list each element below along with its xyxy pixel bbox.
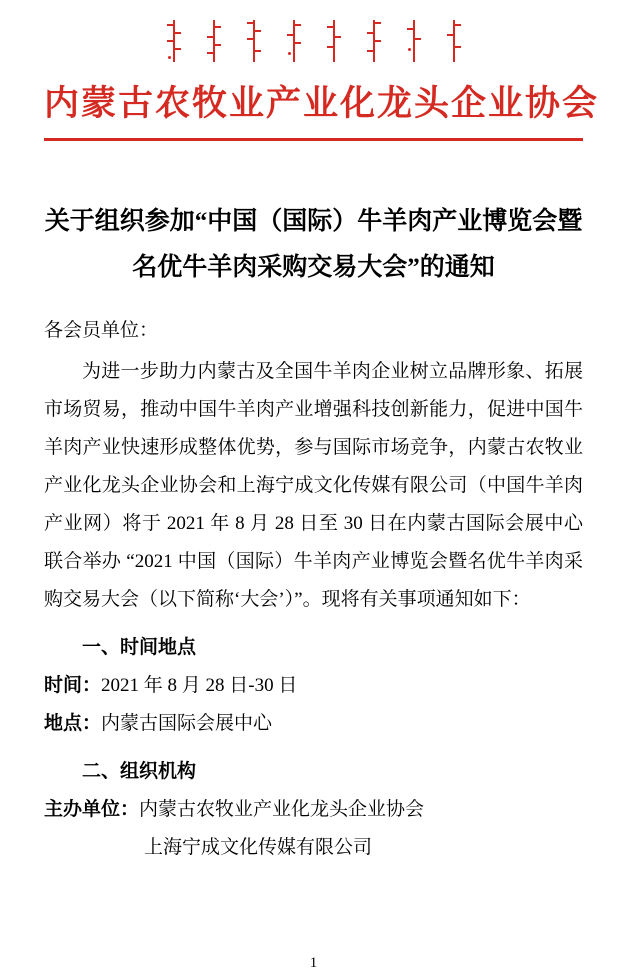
mongolian-glyph-7 bbox=[407, 18, 421, 64]
mongolian-glyph-1 bbox=[167, 18, 181, 64]
field-time bbox=[44, 667, 583, 705]
mongolian-glyph-8 bbox=[447, 18, 461, 64]
mongolian-glyph-3 bbox=[247, 18, 261, 64]
field-host-unit bbox=[44, 791, 583, 829]
field-place-label: 地点： bbox=[44, 713, 102, 735]
section-heading-time-place: 一、时间地点 bbox=[82, 637, 197, 659]
letterhead bbox=[44, 0, 600, 141]
mongolian-glyph-4 bbox=[287, 18, 301, 64]
field-time-label: 时间： bbox=[44, 675, 102, 697]
field-time-value: 2021 年 8 月 28 日-30 日 bbox=[101, 675, 298, 697]
mongolian-glyph-5 bbox=[327, 18, 341, 64]
field-host-unit-value: 内蒙古农牧业产业化龙头企业协会 bbox=[139, 799, 425, 821]
mongolian-glyph-6 bbox=[367, 18, 381, 64]
document-title: 关于组织参加“中国（国际）牛羊肉产业博览会暨名优牛羊肉采购交易大会”的通知 bbox=[44, 207, 583, 281]
field-place-value: 内蒙古国际会展中心 bbox=[101, 713, 273, 735]
body-paragraph: 为进一步助力内蒙古及全国牛羊肉企业树立品牌形象、拓展市场贸易，推动中国牛羊肉产业增强科技创新能力，促进中国牛羊肉产业快速形成整体优势，参与国际市场竞争，内蒙古农牧业产业化龙头企业协会和上海宁成文化传媒有限公司（中国牛羊肉产业网）将于 2021 年 8 月 28 日至 30 日在内蒙古国际会展中心联合举办 “2021 中国（国际）牛羊肉产业博览会暨名优牛羊肉采购交易大会（以下简称‘大会’）”。现将有关事项通知如下： bbox=[44, 361, 583, 611]
mongolian-script-header bbox=[44, 18, 583, 70]
salutation: 各会员单位： bbox=[44, 320, 159, 342]
organization-name: 内蒙古农牧业产业化龙头企业协会 bbox=[44, 84, 600, 123]
mongolian-glyph-2 bbox=[207, 18, 221, 64]
page-number: 1 bbox=[309, 955, 318, 971]
field-host-unit-continuation: 上海宁成文化传媒有限公司 bbox=[144, 837, 373, 859]
field-place bbox=[44, 705, 583, 743]
field-host-unit-label: 主办单位： bbox=[44, 799, 140, 821]
section-heading-organizers: 二、组织机构 bbox=[82, 761, 197, 783]
letterhead-divider bbox=[44, 138, 583, 141]
